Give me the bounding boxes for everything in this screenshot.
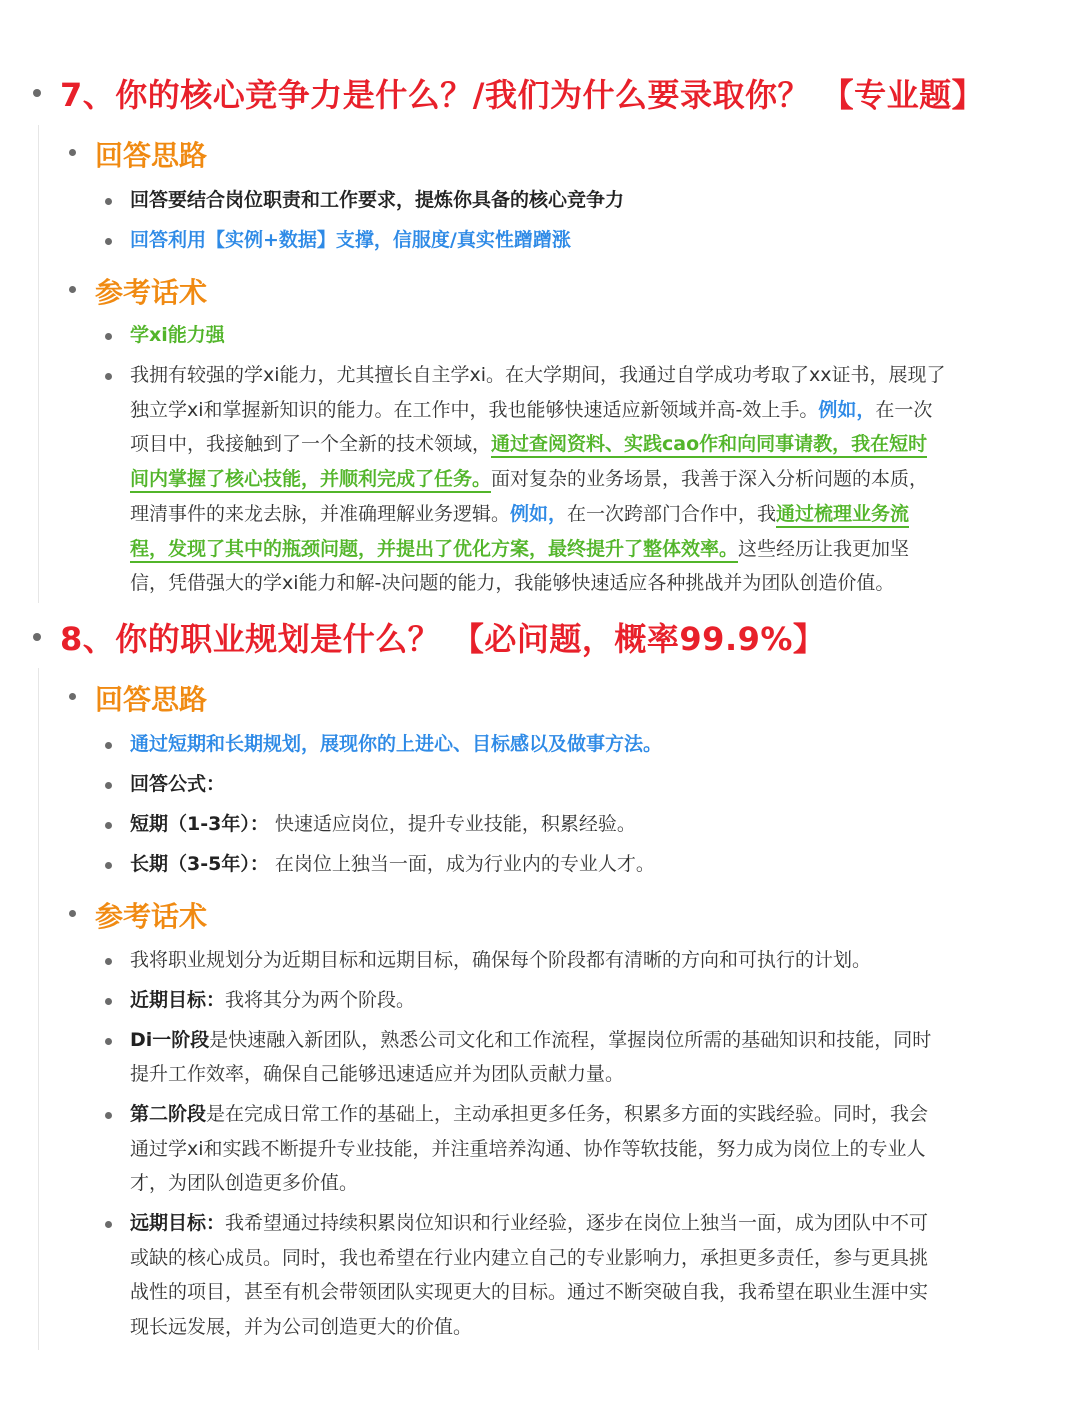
bullet-dot [105, 958, 112, 965]
bullet-dot [33, 89, 41, 97]
q7-approach-heading: 回答思路 [95, 139, 208, 172]
near-term-text: 我将其分为两个阶段。 [225, 989, 416, 1011]
q7-approach-point-1: 回答要结合岗位职责和工作要求，提炼你具备的核心竞争力 [130, 189, 625, 211]
q8-long-term-line: 或缺的核心成员。同时，我也希望在行业内建立自己的专业影响力，承担更多责任，参与更具挑 [130, 1247, 929, 1269]
q8-long-term-line [130, 1211, 928, 1235]
q8-long-term-line: 现长远发展，并为公司创造更大的价值。 [130, 1316, 473, 1338]
near-term-label: 近期目标： [130, 989, 226, 1011]
bullet-dot [105, 1221, 112, 1228]
outline-guide-q7 [38, 125, 39, 603]
q7-approach-point-2: 回答利用【实例+数据】支撑，信服度/真实性蹭蹭涨 [130, 229, 571, 251]
bullet-dot [69, 693, 76, 700]
bullet-dot [105, 998, 112, 1005]
highlight-run: 间内掌握了核心技能，并顺利完成了任务。 [130, 468, 491, 493]
q8-long-term-line: 战性的项目，甚至有机会带领团队实现更大的目标。通过不断突破自我，我希望在职业生涯中实 [130, 1281, 929, 1303]
short-term-text: 快速适应岗位，提升专业技能，积累经验。 [274, 813, 636, 835]
q8-approach-formula: 回答公式： [130, 773, 226, 795]
bullet-dot [69, 286, 76, 293]
question-8-title: 8、你的职业规划是什么？ 【必问题，概率99.9%】 [60, 620, 826, 658]
q8-approach-short-term [130, 812, 636, 836]
bullet-dot [69, 910, 76, 917]
question-7-title: 7、你的核心竞争力是什么？/我们为什么要录取你？ 【专业题】 [60, 76, 985, 114]
q7-script-paragraph-line [130, 398, 932, 422]
q8-approach-long-term [130, 852, 655, 876]
long-term-text: 在岗位上独当一面，成为行业内的专业人才。 [274, 853, 655, 875]
bullet-dot [33, 633, 41, 641]
q8-approach-point-1: 通过短期和长期规划，展现你的上进心、目标感以及做事方法。 [130, 733, 663, 755]
text-run: 项目中，我接触到了一个全新的技术领域， [130, 433, 492, 455]
text-run: 理清事件的来龙去脉，并准确理解业务逻辑。 [130, 503, 511, 525]
outline-guide-q8 [38, 668, 39, 1350]
bullet-dot [105, 238, 112, 245]
q8-approach-heading: 回答思路 [95, 683, 208, 716]
bullet-dot [105, 862, 112, 869]
q8-stage-1-line [130, 1028, 931, 1052]
text-run: 是快速融入新团队，熟悉公司文化和工作流程，掌握岗位所需的基础知识和技能，同时 [209, 1029, 932, 1051]
q8-stage-1-line: 提升工作效率，确保自己能够迅速适应并为团队贡献力量。 [130, 1063, 625, 1085]
text-run: 我拥有较强的学xi能力，尤其擅长自主学xi。在大学期间，我通过自学成功考取了xx证书，展现了 [130, 364, 946, 386]
q7-script-paragraph-line [130, 502, 909, 526]
text-run: 我希望通过持续积累岗位知识和行业经验，逐步在岗位上独当一面，成为团队中不可 [225, 1212, 929, 1234]
q7-script-paragraph-line [130, 363, 946, 387]
q7-script-paragraph-line [130, 467, 928, 491]
bullet-dot [105, 373, 112, 380]
text-run: 信，凭借强大的学xi能力和解-决问题的能力，我能够快速适应各种挑战并为团队创造价值。 [130, 572, 895, 594]
q8-near-term [130, 988, 415, 1012]
q7-script-paragraph-line [130, 571, 894, 595]
text-run: 是在完成日常工作的基础上，主动承担更多任务，积累多方面的实践经验。同时，我会 [206, 1103, 929, 1125]
highlight-run: 通过查阅资料、实践cao作和向同事请教，我在短时 [491, 433, 927, 458]
text-run: 独立学xi和掌握新知识的能力。在工作中，我也能够快速适应新领域并高-效上手。 [130, 399, 819, 421]
q8-stage-2-line [130, 1102, 928, 1126]
q7-script-paragraph-line [130, 537, 909, 561]
bullet-dot [105, 782, 112, 789]
q7-script-heading: 参考话术 [95, 276, 208, 309]
highlight-run: 通过梳理业务流 [776, 503, 909, 528]
text-run: 这些经历让我更加坚 [738, 538, 910, 560]
highlight-run: 程，发现了其中的瓶颈问题，并提出了优化方案，最终提升了整体效率。 [130, 538, 738, 563]
bullet-dot [105, 742, 112, 749]
q8-script-intro: 我将职业规划分为近期目标和远期目标，确保每个阶段都有清晰的方向和可执行的计划。 [130, 949, 872, 971]
text-run: 面对复杂的业务场景，我善于深入分析问题的本质， [491, 468, 929, 490]
short-term-label: 短期（1-3年）： [130, 813, 269, 835]
bullet-dot [105, 1112, 112, 1119]
bullet-dot [69, 149, 76, 156]
bullet-dot [105, 822, 112, 829]
q8-stage-2-line: 通过学xi和实践不断提升专业技能，并注重培养沟通、协作等软技能，努力成为岗位上的专业人 [130, 1138, 926, 1160]
q7-script-subheading: 学xi能力强 [130, 324, 225, 346]
text-run: 在一次跨部门合作中，我 [567, 503, 777, 525]
example-marker: 例如， [510, 503, 568, 525]
text-run: 在一次 [875, 399, 933, 421]
example-marker: 例如， [818, 399, 876, 421]
q7-script-paragraph-line [130, 432, 927, 456]
bullet-dot [105, 333, 112, 340]
bullet-dot [105, 198, 112, 205]
bullet-dot [105, 1038, 112, 1045]
q8-stage-2-line: 才，为团队创造更多价值。 [130, 1172, 359, 1194]
far-term-label: 远期目标： [130, 1212, 226, 1234]
stage-1-label: Di一阶段 [130, 1029, 210, 1051]
stage-2-label: 第二阶段 [130, 1103, 207, 1125]
long-term-label: 长期（3-5年）： [130, 853, 269, 875]
q8-script-heading: 参考话术 [95, 900, 208, 933]
